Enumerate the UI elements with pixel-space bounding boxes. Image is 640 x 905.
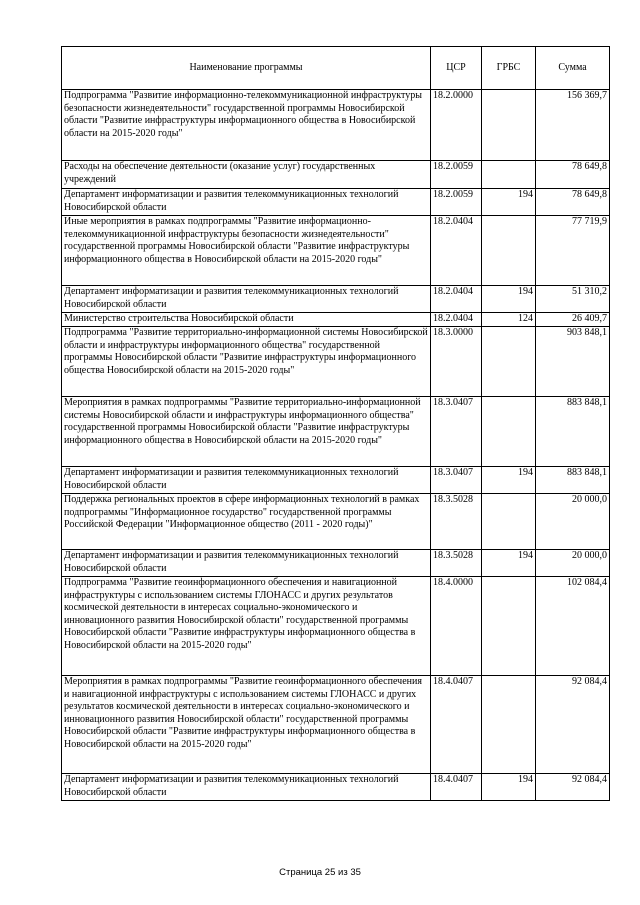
program-name-cell: Департамент информатизации и развития телекоммуникационных технологий Новосибирской области	[62, 550, 431, 577]
grbs-cell: 194	[482, 286, 536, 313]
program-name-cell: Иные мероприятия в рамках подпрограммы "Развитие информационно-телекоммуникационной инфраструктуры безопасности жизнедеятельности" государственной программы Новосибирской области "Развитие инфраструктуры информационного общества в Новосибирской области на 2015-2020 годы"	[62, 216, 431, 286]
sum-cell: 77 719,9	[536, 216, 610, 286]
table-row	[62, 494, 610, 550]
table-row	[62, 313, 610, 327]
grbs-cell: 124	[482, 313, 536, 327]
sum-cell: 92 084,4	[536, 676, 610, 774]
table-row	[62, 676, 610, 774]
csr-cell: 18.2.0059	[431, 161, 482, 189]
table-row	[62, 161, 610, 189]
sum-cell: 78 649,8	[536, 189, 610, 216]
program-name-cell: Департамент информатизации и развития телекоммуникационных технологий Новосибирской области	[62, 286, 431, 313]
grbs-cell	[482, 327, 536, 397]
csr-cell: 18.3.0407	[431, 467, 482, 494]
table-row	[62, 550, 610, 577]
grbs-cell: 194	[482, 467, 536, 494]
table-row	[62, 467, 610, 494]
csr-cell: 18.2.0404	[431, 313, 482, 327]
budget-table	[61, 46, 610, 801]
program-name-cell: Подпрограмма "Развитие геоинформационного обеспечения и навигационной инфраструктуры с использованием системы ГЛОНАСС и других результатов космической деятельности в интересах социально-экономического и инновационного развития Новосибирской области" государственной программы Новосибирской области "Развитие инфраструктуры информационного общества в Новосибирской области на 2015-2020 годы"	[62, 577, 431, 676]
table-row	[62, 774, 610, 801]
program-name-cell: Департамент информатизации и развития телекоммуникационных технологий Новосибирской области	[62, 774, 431, 801]
header-sum: Сумма	[536, 47, 610, 90]
sum-cell: 92 084,4	[536, 774, 610, 801]
table-row	[62, 327, 610, 397]
page-number: Страница 25 из 35	[279, 867, 361, 878]
header-csr: ЦСР	[431, 47, 482, 90]
sum-cell: 883 848,1	[536, 467, 610, 494]
sum-cell: 102 084,4	[536, 577, 610, 676]
table-row	[62, 189, 610, 216]
table-row	[62, 90, 610, 161]
csr-cell: 18.3.0407	[431, 397, 482, 467]
sum-cell: 78 649,8	[536, 161, 610, 189]
csr-cell: 18.4.0407	[431, 774, 482, 801]
csr-cell: 18.2.0059	[431, 189, 482, 216]
sum-cell: 26 409,7	[536, 313, 610, 327]
sum-cell: 156 369,7	[536, 90, 610, 161]
csr-cell: 18.2.0404	[431, 216, 482, 286]
csr-cell: 18.3.5028	[431, 494, 482, 550]
program-name-cell: Департамент информатизации и развития телекоммуникационных технологий Новосибирской области	[62, 467, 431, 494]
program-name-cell: Подпрограмма "Развитие территориально-информационной системы Новосибирской области и инфраструктуры информационного общества" государственной программы Новосибирской области "Развитие инфраструктуры информационного общества Новосибирской области на 2015-2020 годы"	[62, 327, 431, 397]
table-row	[62, 397, 610, 467]
csr-cell: 18.3.0000	[431, 327, 482, 397]
program-name-cell: Мероприятия в рамках подпрограммы "Развитие территориально-информационной системы Новосибирской области и инфраструктуры информационного общества" государственной программы Новосибирской области "Развитие инфраструктуры информационного общества в Новосибирской области на 2015-2020 годы"	[62, 397, 431, 467]
table-row	[62, 286, 610, 313]
header-grbs: ГРБС	[482, 47, 536, 90]
program-name-cell: Мероприятия в рамках подпрограммы "Развитие геоинформационного обеспечения и навигационной инфраструктуры с использованием системы ГЛОНАСС и других результатов космической деятельности в интересах социально-экономического и инновационного развития Новосибирской области" государственной программы Новосибирской области "Развитие инфраструктуры информационного общества в Новосибирской области на 2015-2020 годы"	[62, 676, 431, 774]
program-name-cell: Поддержка региональных проектов в сфере информационных технологий в рамках подпрограммы "Информационное государство" государственной программы Российской Федерации "Информационное общество (2011 - 2020 годы)"	[62, 494, 431, 550]
table-header-row	[62, 47, 610, 90]
grbs-cell	[482, 397, 536, 467]
grbs-cell	[482, 90, 536, 161]
grbs-cell	[482, 676, 536, 774]
grbs-cell	[482, 161, 536, 189]
header-program-name: Наименование программы	[62, 47, 431, 90]
csr-cell: 18.4.0407	[431, 676, 482, 774]
csr-cell: 18.2.0404	[431, 286, 482, 313]
grbs-cell	[482, 216, 536, 286]
csr-cell: 18.4.0000	[431, 577, 482, 676]
grbs-cell: 194	[482, 550, 536, 577]
table-row	[62, 216, 610, 286]
sum-cell: 51 310,2	[536, 286, 610, 313]
program-name-cell: Подпрограмма "Развитие информационно-телекоммуникационной инфраструктуры безопасности жизнедеятельности" государственной программы Новосибирской области "Развитие инфраструктуры информационного общества в Новосибирской области на 2015-2020 годы"	[62, 90, 431, 161]
sum-cell: 883 848,1	[536, 397, 610, 467]
program-name-cell: Расходы на обеспечение деятельности (оказание услуг) государственных учреждений	[62, 161, 431, 189]
program-name-cell: Министерство строительства Новосибирской области	[62, 313, 431, 327]
table-row	[62, 577, 610, 676]
sum-cell: 20 000,0	[536, 550, 610, 577]
grbs-cell: 194	[482, 774, 536, 801]
grbs-cell: 194	[482, 189, 536, 216]
grbs-cell	[482, 494, 536, 550]
grbs-cell	[482, 577, 536, 676]
csr-cell: 18.3.5028	[431, 550, 482, 577]
sum-cell: 20 000,0	[536, 494, 610, 550]
program-name-cell: Департамент информатизации и развития телекоммуникационных технологий Новосибирской области	[62, 189, 431, 216]
csr-cell: 18.2.0000	[431, 90, 482, 161]
sum-cell: 903 848,1	[536, 327, 610, 397]
